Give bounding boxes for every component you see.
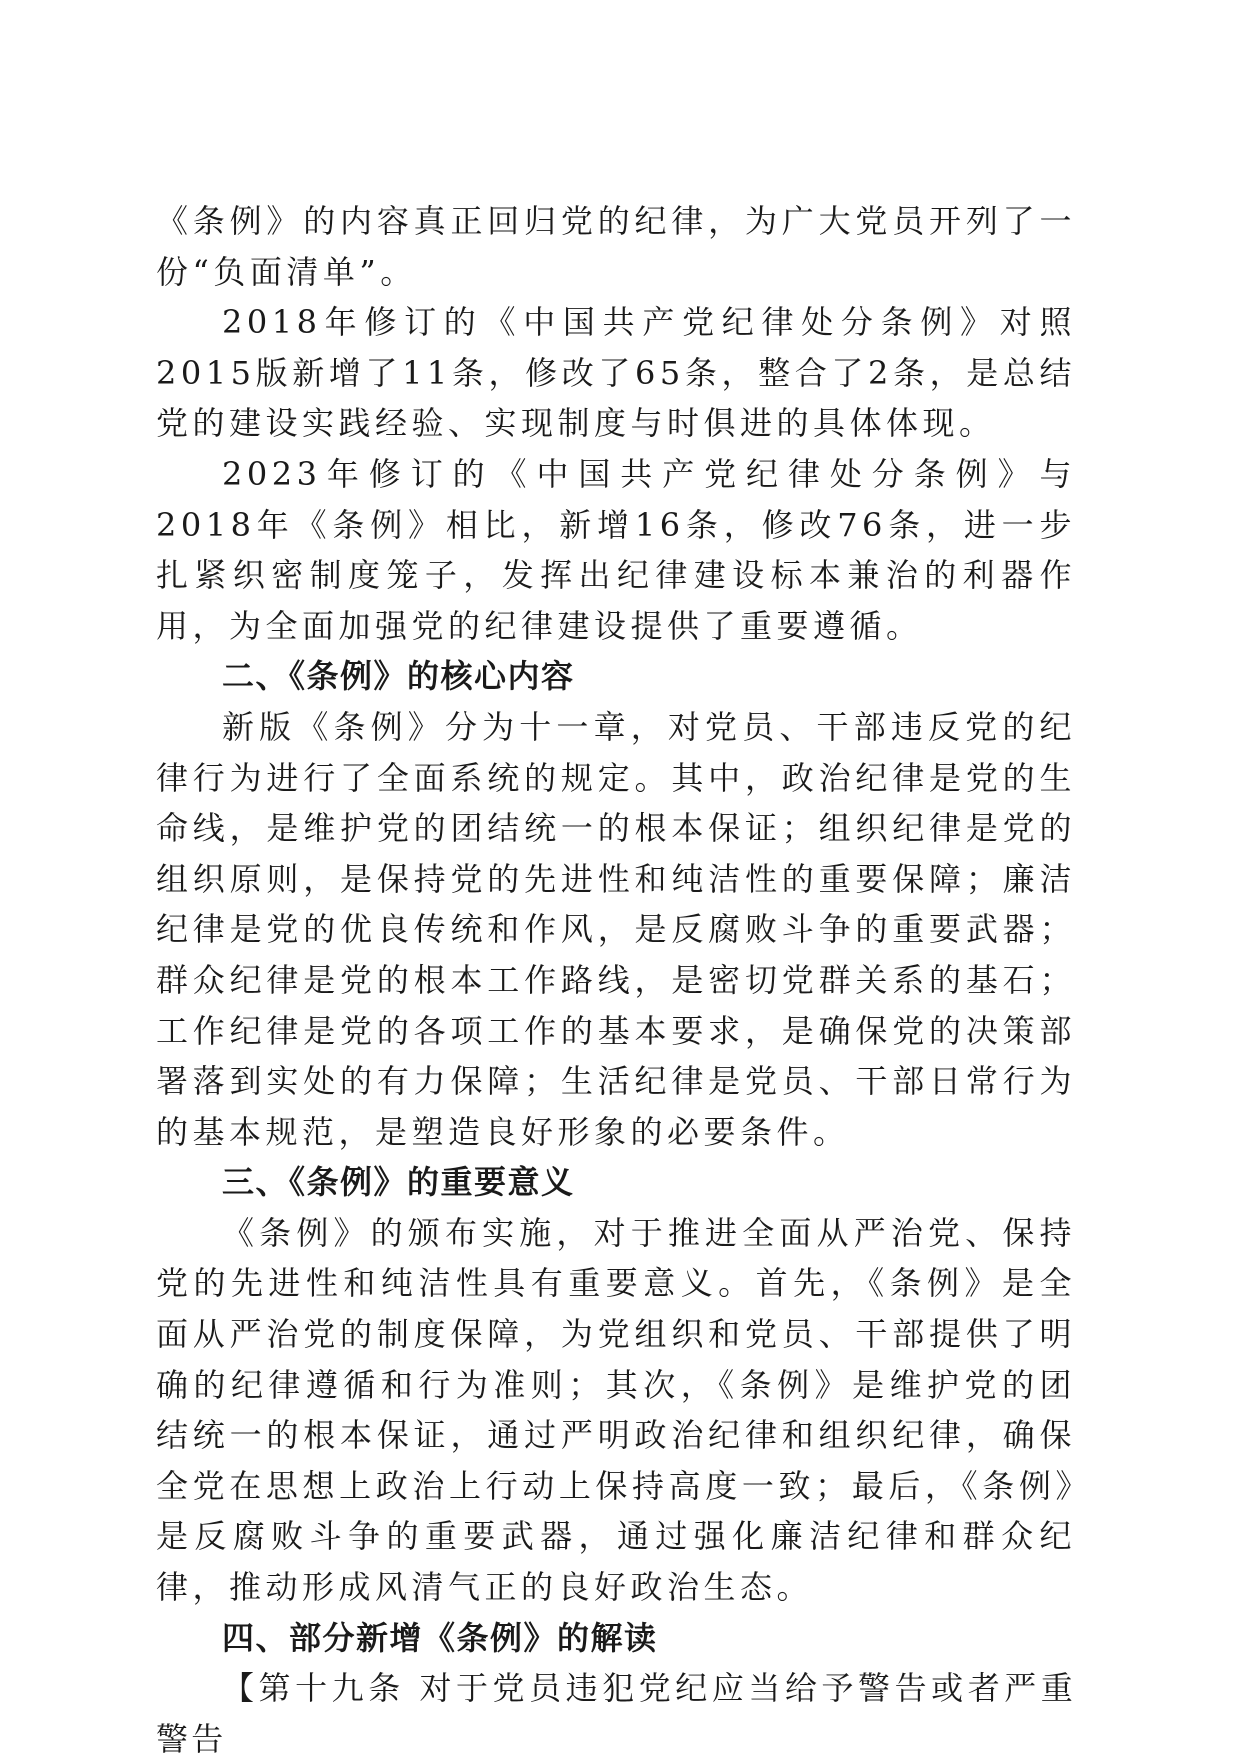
section-heading-significance: 三、《条例》的重要意义 xyxy=(222,1163,575,1202)
paragraph-significance: 《条例》的颁布实施，对于推进全面从严治党、保持党的先进性和纯洁性具有重要意义。首先，《条例》是全面从严治党的制度保障，为党组织和党员、干部提供了明确的纪律遵循和行为准则；其次，《条例》是维护党的团结统一的根本保证，通过严明政治纪律和组织纪律，确保全党在思想上政治上行动上保持高度一致；最后，《条例》是反腐败斗争的重要武器，通过强化廉洁纪律和群众纪律，推动形成风清气正的良好政治生态。 xyxy=(156,1213,1076,1607)
section-heading-core-content: 二、《条例》的核心内容 xyxy=(222,657,575,696)
section-heading-interpretation: 四、部分新增《条例》的解读 xyxy=(222,1618,658,1657)
paragraph-2023-revision: 2023年修订的《中国共产党纪律处分条例》与2018年《条例》相比，新增16条，修改76条，进一步扎紧织密制度笼子，发挥出纪律建设标本兼治的利器作用，为全面加强党的纪律建设提供了重要遵循。 xyxy=(156,454,1076,645)
paragraph-negative-list: 《条例》的内容真正回归党的纪律，为广大党员开列了一份“负面清单”。 xyxy=(156,202,1076,291)
paragraph-core-content: 新版《条例》分为十一章，对党员、干部违反党的纪律行为进行了全面系统的规定。其中，政治纪律是党的生命线，是维护党的团结统一的根本保证；组织纪律是党的组织原则，是保持党的先进性和纯洁性的重要保障；廉洁纪律是党的优良传统和作风，是反腐败斗争的重要武器；群众纪律是党的根本工作路线，是密切党群关系的基石；工作纪律是党的各项工作的基本要求，是确保党的决策部署落到实处的有力保障；生活纪律是党员、干部日常行为的基本规范，是塑造良好形象的必要条件。 xyxy=(156,707,1076,1151)
paragraph-2018-revision: 2018年修订的《中国共产党纪律处分条例》对照2015版新增了11条，修改了65条，整合了2条，是总结党的建设实践经验、实现制度与时俱进的具体体现。 xyxy=(156,303,1076,443)
paragraph-article-19: 【第十九条 对于党员违犯党纪应当给予警告或者严重警告 xyxy=(156,1669,1076,1758)
document-body xyxy=(156,196,1076,1764)
